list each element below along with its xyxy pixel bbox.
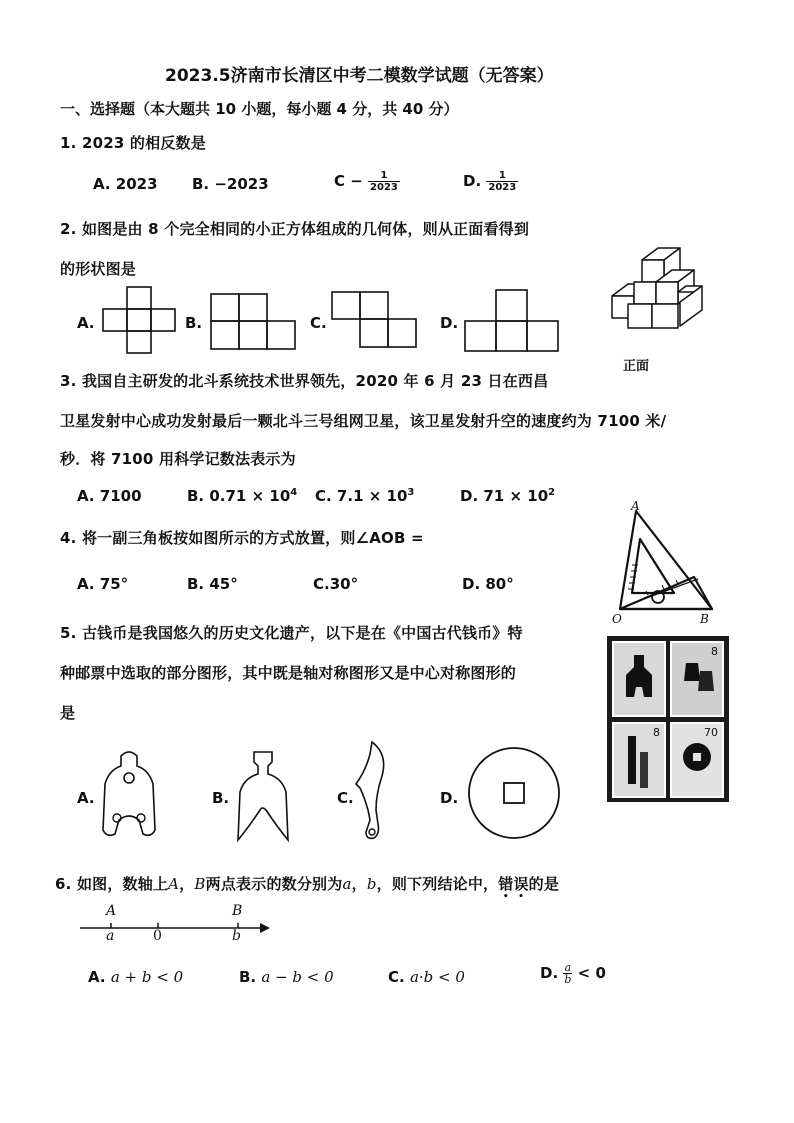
q6-comma-2: ， [351, 875, 367, 893]
q6-option-b-expr: a − b < 0 [261, 968, 334, 986]
q3-option-b-base: B. 0.71 × 10 [187, 487, 291, 505]
q2-option-a: A. [77, 314, 95, 332]
stamp-4 [670, 722, 724, 798]
q1-option-b: B. −2023 [192, 175, 269, 193]
question-6 [55, 873, 559, 894]
q1-option-c-fraction [368, 170, 400, 193]
q3-option-b [187, 487, 297, 505]
question-5-line-3: 是 [60, 704, 76, 722]
q1-option-c [334, 170, 400, 193]
stamp-1 [612, 641, 666, 717]
section-heading: 一、选择题（本大题共 10 小题，每小题 4 分，共 40 分） [60, 100, 459, 118]
q6-d-numerator: a [564, 961, 572, 974]
question-4: 4. 将一副三角板按如图所示的方式放置，则∠AOB = [60, 529, 424, 547]
question-5-line-1: 5. 古钱币是我国悠久的历史文化遗产，以下是在《中国古代钱币》特 [60, 624, 523, 642]
q1-option-a: A. 2023 [93, 175, 158, 193]
q6-option-a [88, 968, 183, 986]
q1-option-d-label: D. [463, 172, 482, 190]
q5-stamps-image [607, 636, 729, 802]
q3-option-d-base: D. 71 × 10 [460, 487, 549, 505]
q2-option-b: B. [185, 314, 203, 332]
stamp-2-value: 8 [711, 645, 718, 658]
q1-option-c-label: C − [334, 172, 363, 190]
q1-d-denominator: 2023 [488, 182, 517, 193]
q1-c-numerator: 1 [368, 170, 400, 182]
q5-figure-c-knife-coin [354, 740, 394, 846]
q6-axis-label-B: B [232, 903, 243, 919]
stamp-2 [670, 641, 724, 717]
q6-option-c-label: C. [388, 968, 405, 986]
q2-front-label: 正面 [623, 359, 650, 374]
stamp-3-value: 8 [653, 726, 660, 739]
q5-option-a: A. [77, 789, 95, 807]
q5-figure-d-round-coin [466, 745, 562, 841]
q2-cube-figure [608, 240, 708, 340]
q3-option-d-exponent: 2 [548, 487, 556, 498]
question-1: 1. 2023 的相反数是 [60, 134, 206, 152]
q1-c-denominator: 2023 [370, 182, 398, 193]
q6-text-pre: 6. 如图，数轴上 [55, 875, 169, 893]
q6-option-c [388, 968, 465, 986]
question-2-line-2: 的形状图是 [60, 260, 137, 278]
q3-option-c [315, 487, 414, 505]
question-3-line-1: 3. 我国自主研发的北斗系统技术世界领先，2020 年 6 月 23 日在西昌 [60, 372, 549, 390]
q6-option-d-label: D. [540, 964, 559, 982]
q6-emphasis-2: 误 [513, 875, 529, 893]
q4-label-b: B [700, 612, 709, 626]
q2-figure-c [331, 291, 417, 351]
q4-set-square-figure [612, 505, 717, 615]
spade-coin-icon [622, 653, 656, 705]
q2-figure-d [464, 289, 560, 353]
question-3-line-2: 卫星发射中心成功发射最后一颗北斗三号组网卫星，该卫星发射升空的速度约为 7100 米/ [60, 412, 667, 430]
q5-figure-b-spade-coin [232, 748, 294, 846]
q6-var-a: a [342, 875, 352, 893]
q1-option-d [463, 170, 518, 193]
q2-option-d: D. [440, 314, 459, 332]
question-2-line-1: 2. 如图是由 8 个完全相同的小正方体组成的几何体，则从正面看得到 [60, 220, 530, 238]
q6-option-d-fraction [563, 962, 572, 985]
q6-var-b: b [366, 875, 377, 893]
bell-coin-icon [678, 655, 718, 707]
q6-comma-1: ， [179, 875, 195, 893]
page-title: 2023.5济南市长清区中考二模数学试题（无答案） [165, 66, 554, 86]
stamp-3 [612, 722, 666, 798]
q6-text-mid: 两点表示的数分别为 [205, 875, 343, 893]
q6-emphasis-1: 错 [498, 875, 514, 893]
q6-d-denominator: b [564, 973, 572, 986]
q6-option-a-expr: a + b < 0 [110, 968, 184, 986]
q6-option-c-expr: a·b < 0 [409, 968, 465, 986]
q3-option-c-exponent: 3 [407, 487, 415, 498]
q4-label-a: A [631, 499, 640, 513]
q4-label-o: O [612, 612, 622, 626]
q6-option-b [239, 968, 334, 986]
q6-option-b-label: B. [239, 968, 257, 986]
round-coin-icon [678, 738, 716, 776]
q6-point-a: A [168, 875, 180, 893]
q3-option-c-base: C. 7.1 × 10 [315, 487, 408, 505]
q1-option-d-fraction [486, 170, 518, 193]
stamp-4-value: 70 [704, 726, 718, 739]
q6-axis-label-a: a [106, 928, 115, 944]
q6-text-post: ，则下列结论中， [376, 875, 499, 893]
q4-option-d: D. 80° [462, 575, 514, 593]
q2-figure-a [103, 286, 177, 356]
q6-axis-label-b: b [232, 928, 241, 944]
q4-option-a: A. 75° [77, 575, 129, 593]
q2-figure-b [210, 293, 298, 353]
q6-option-d [540, 962, 606, 985]
q6-axis-label-0: 0 [153, 928, 162, 944]
q6-text-end: 的是 [528, 875, 560, 893]
q6-option-a-label: A. [88, 968, 106, 986]
q4-option-c: C.30° [313, 575, 359, 593]
q6-axis-label-A: A [106, 903, 117, 919]
q3-option-b-exponent: 4 [290, 487, 298, 498]
q3-option-a: A. 7100 [77, 487, 142, 505]
q5-option-b: B. [212, 789, 230, 807]
q1-d-numerator: 1 [486, 170, 518, 182]
q6-option-d-tail: < 0 [577, 964, 606, 982]
knife-coin-icon [622, 732, 658, 790]
q2-option-c: C. [310, 314, 327, 332]
question-3-line-3: 秒．将 7100 用科学记数法表示为 [60, 450, 296, 468]
question-5-line-2: 种邮票中选取的部分图形，其中既是轴对称图形又是中心对称图形的 [60, 664, 517, 682]
q5-option-c: C. [337, 789, 354, 807]
q5-figure-a-spade-coin [95, 750, 163, 842]
q4-option-b: B. 45° [187, 575, 238, 593]
q3-option-d [460, 487, 555, 505]
q6-point-b: B [194, 875, 206, 893]
q5-option-d: D. [440, 789, 459, 807]
